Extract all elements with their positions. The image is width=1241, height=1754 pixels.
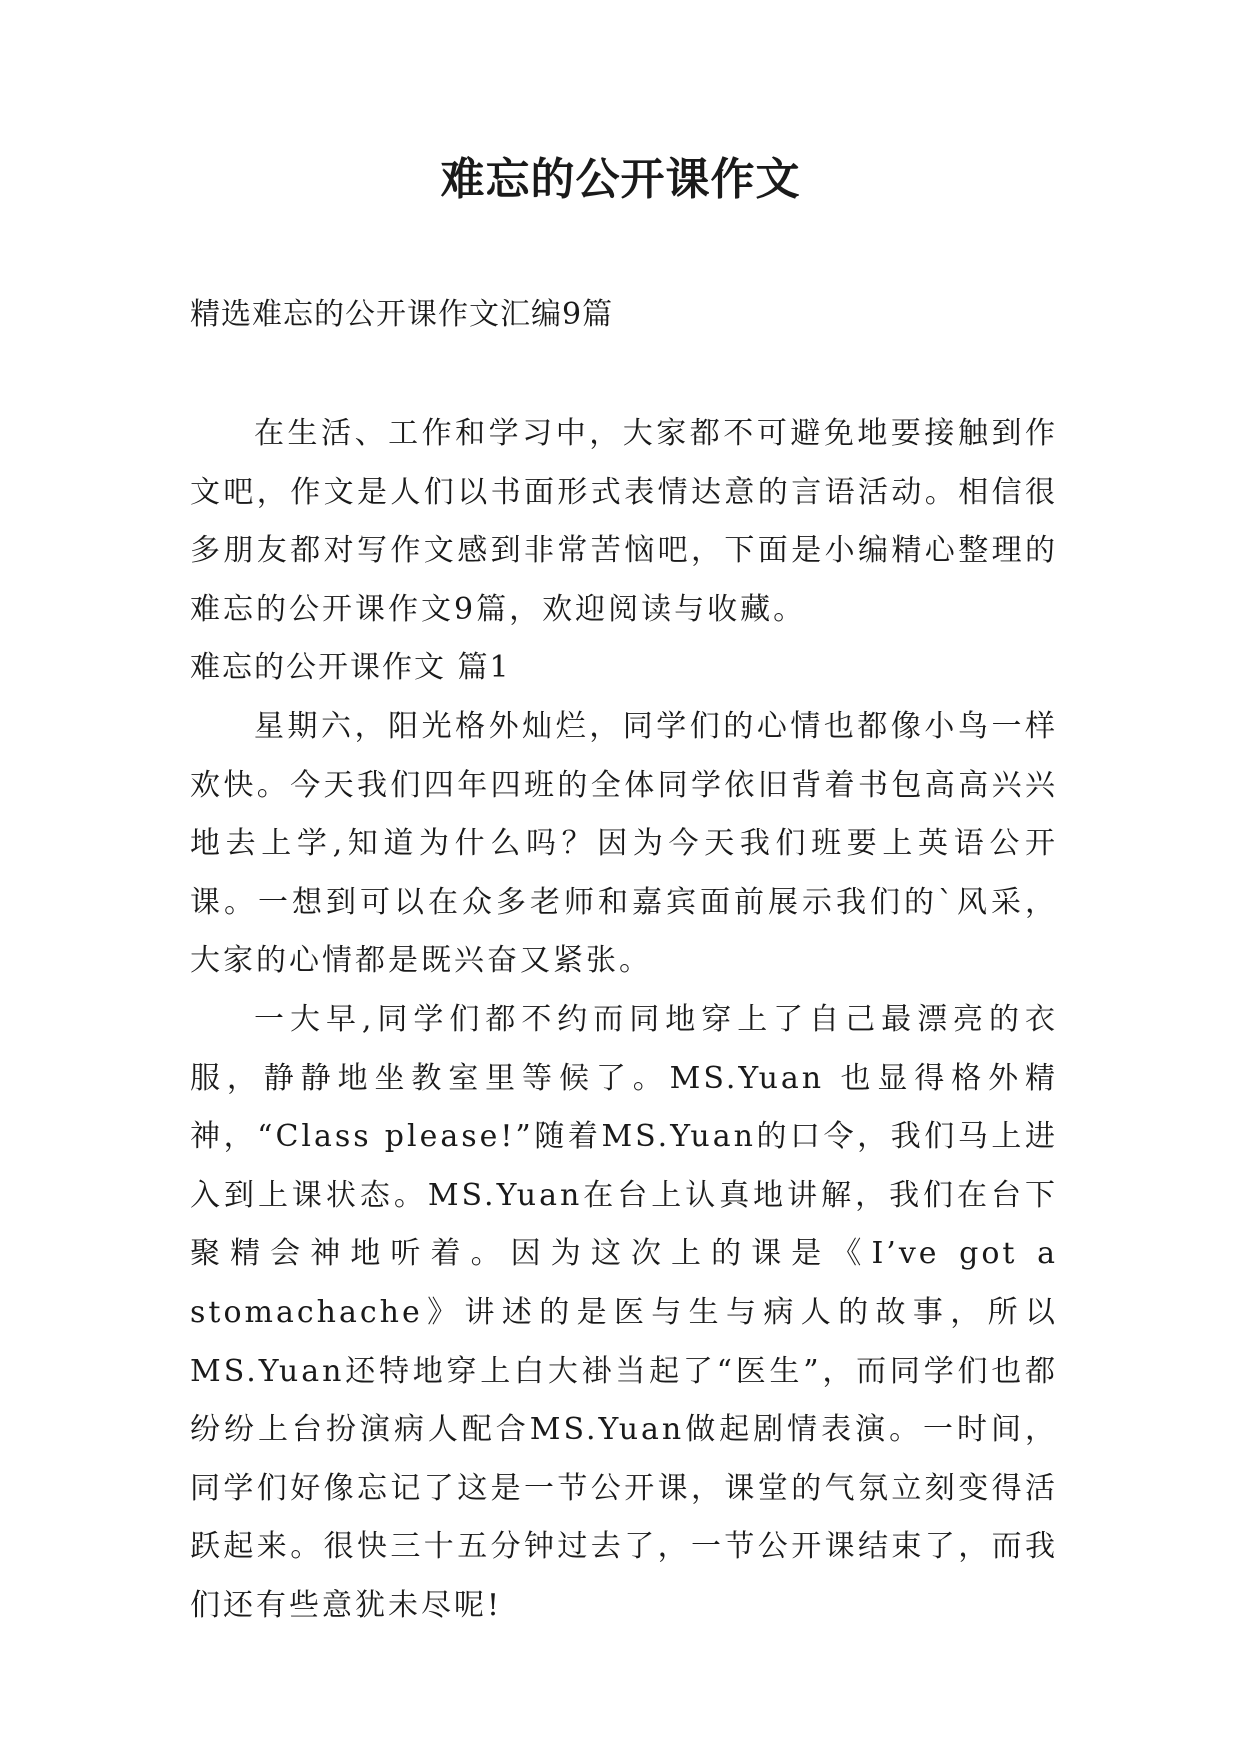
- intro-paragraph: 在生活、工作和学习中，大家都不可避免地要接触到作文吧，作文是人们以书面形式表情达意的言语活动。相信很多朋友都对写作文感到非常苦恼吧，下面是小编精心整理的难忘的公开课作文9篇，欢迎阅读与收藏。: [190, 416, 1058, 627]
- body-paragraph: 一大早,同学们都不约而同地穿上了自己最漂亮的衣服，静静地坐教室里等候了。MS.Yuan 也显得格外精神，“Class please!”随着MS.Yuan的口令，我们马上进入到上课状态。MS.Yuan在台上认真地讲解，我们在台下聚精会神地听着。因为这次上的课是《I’ve got a stomachache》讲述的是医与生与病人的故事，所以MS.Yuan还特地穿上白大褂当起了“医生”，而同学们也都纷纷上台扮演病人配合MS.Yuan做起剧情表演。一时间，同学们好像忘记了这是一节公开课，课堂的气氛立刻变得活跃起来。很快三十五分钟过去了，一节公开课结束了，而我们还有些意犹未尽呢!: [190, 1001, 1058, 1623]
- document-title: 难忘的公开课作文: [440, 154, 801, 205]
- document-subtitle: 精选难忘的公开课作文汇编9篇: [190, 297, 614, 332]
- section-heading: 难忘的公开课作文 篇1: [190, 650, 511, 686]
- body-paragraph: 星期六，阳光格外灿烂，同学们的心情也都像小鸟一样欢快。今天我们四年四班的全体同学依旧背着书包高高兴兴地去上学,知道为什么吗？因为今天我们班要上英语公开课。一想到可以在众多老师和嘉宾面前展示我们的`风采，大家的心情都是既兴奋又紧张。: [190, 708, 1058, 979]
- document-body: [190, 405, 1058, 1635]
